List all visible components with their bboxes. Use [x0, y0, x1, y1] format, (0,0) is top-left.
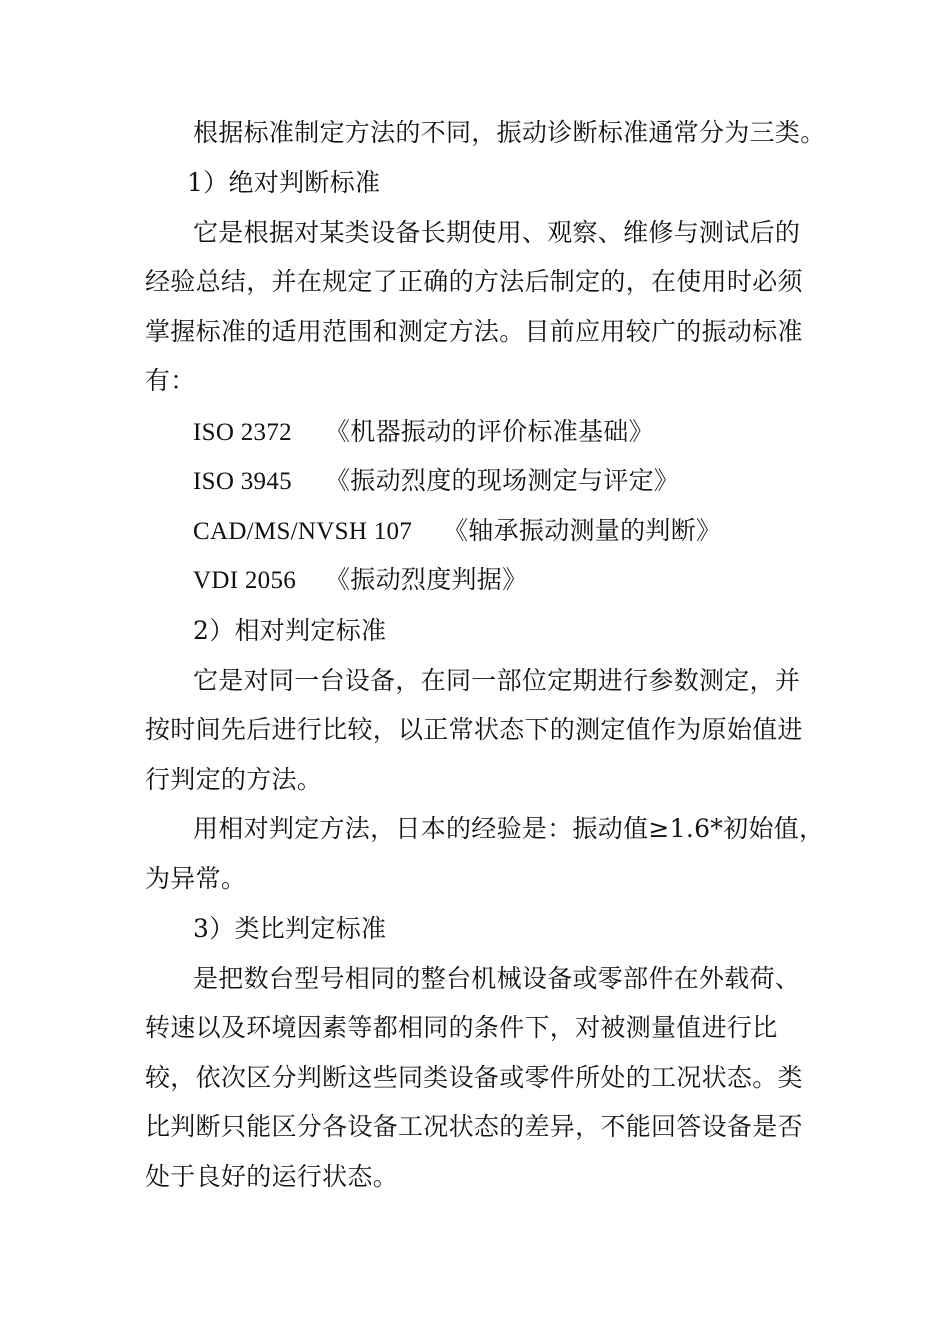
paragraph-line: 有：: [145, 366, 196, 395]
standard-code: CAD/MS/NVSH 107: [193, 518, 413, 545]
standard-title: 《振动烈度判据》: [325, 565, 528, 594]
standard-title: 《机器振动的评价标准基础》: [325, 417, 654, 446]
standard-code: ISO 3945: [193, 468, 292, 495]
paragraph-line: 用相对判定方法，日本的经验是：振动值≥1.6*初始值，: [193, 814, 825, 843]
paragraph-line: 行判定的方法。: [145, 765, 323, 794]
paragraph-line: 处于良好的运行状态。: [145, 1162, 399, 1191]
standard-item: [193, 464, 679, 499]
paragraph-line: 它是根据对某类设备长期使用、观察、维修与测试后的: [193, 218, 801, 247]
paragraph-line: 是把数台型号相同的整台机械设备或零部件在外载荷、: [193, 964, 801, 993]
paragraph-line: 掌握标准的适用范围和测定方法。目前应用较广的振动标准: [145, 317, 803, 346]
paragraph-line: 它是对同一台设备，在同一部位定期进行参数测定，并: [193, 666, 801, 695]
section-heading-analogy: 3）类比判定标准: [193, 914, 387, 943]
intro-paragraph: 根据标准制定方法的不同，振动诊断标准通常分为三类。: [193, 118, 826, 147]
standard-item: [193, 514, 721, 549]
standard-code: ISO 2372: [193, 419, 292, 446]
paragraph-line: 为异常。: [145, 864, 247, 893]
paragraph-line: 经验总结，并在规定了正确的方法后制定的，在使用时必须: [145, 267, 803, 296]
paragraph-line: 转速以及环境因素等都相同的条件下，对被测量值进行比: [145, 1013, 778, 1042]
standard-item: [193, 563, 527, 598]
paragraph-line: 按时间先后进行比较，以正常状态下的测定值作为原始值进: [145, 715, 803, 744]
section-heading-absolute: 1）绝对判断标准: [187, 168, 381, 197]
standard-title: 《振动烈度的现场测定与评定》: [325, 466, 680, 495]
paragraph-line: 较，依次区分判断这些同类设备或零件所处的工况状态。类: [145, 1063, 803, 1092]
standard-item: [193, 415, 654, 450]
section-heading-relative: 2）相对判定标准: [193, 616, 387, 645]
paragraph-line: 比判断只能区分各设备工况状态的差异，不能回答设备是否: [145, 1112, 803, 1141]
standard-code: VDI 2056: [193, 567, 297, 594]
standard-title: 《轴承振动测量的判断》: [443, 516, 722, 545]
